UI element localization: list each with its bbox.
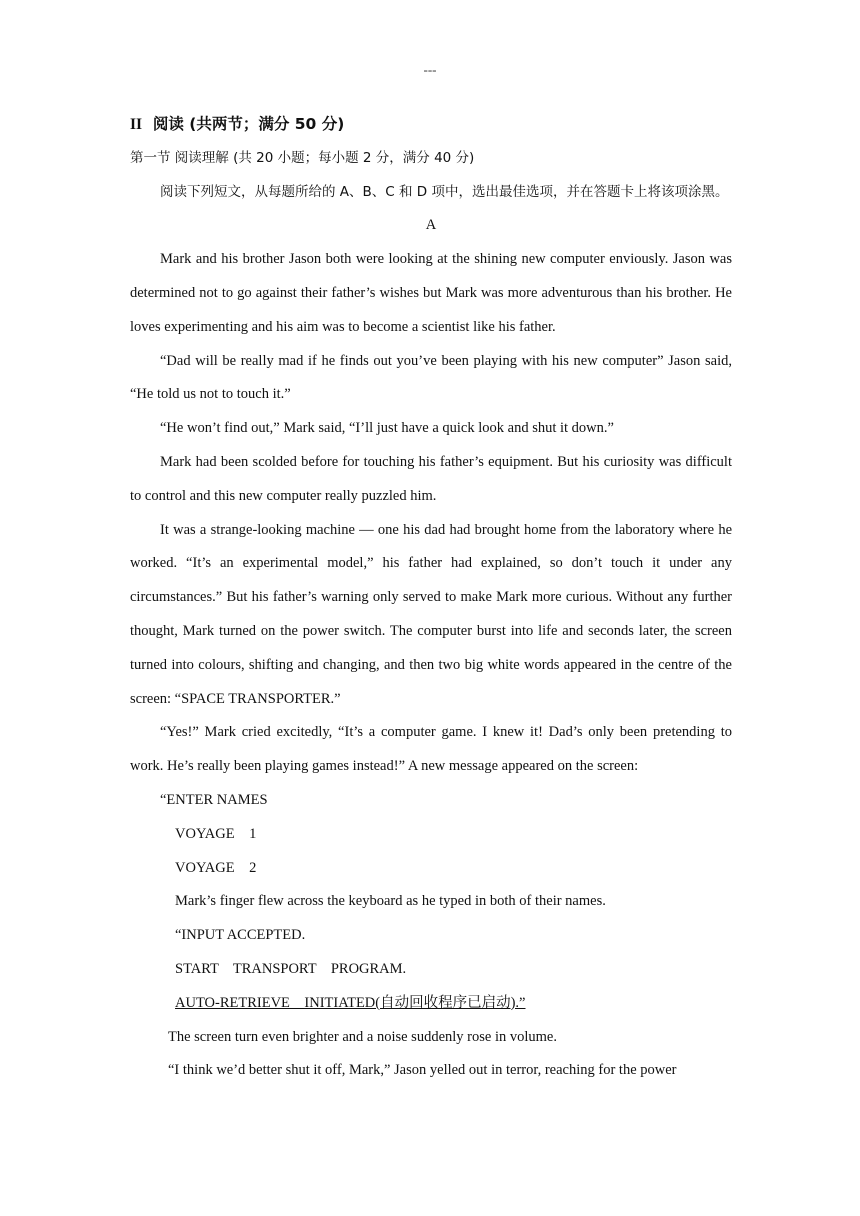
paragraph-8: “I think we’d better shut it off, Mark,” Jason yelled out in terror, reaching for the power	[168, 1062, 677, 1079]
voyage-1: VOYAGE 1	[175, 825, 257, 842]
passage-label: A	[425, 217, 437, 234]
header-mark: ---	[423, 62, 437, 77]
paragraph-3: “He won’t find out,” Mark said, “I’ll just have a quick look and shut it down.”	[160, 420, 614, 437]
section-title-text: 阅读 (共两节；满分 50 分)	[152, 115, 345, 133]
paragraph-6: “Yes!” Mark cried excitedly, “It’s a computer game. I knew it! Dad’s only been pretending to work. He’s really been playing games instead!” A new message appeared on the screen:	[130, 724, 732, 775]
instruction: 阅读下列短文，从每题所给的 A、B、C 和 D 项中，选出最佳选项，并在答题卡上将该项涂黑。	[160, 183, 729, 200]
screen-enter-names: “ENTER NAMES	[160, 791, 268, 808]
paragraph-2: “Dad will be really mad if he finds out you’ve been playing with his new computer” Jason said, “He told us not to touch it.”	[130, 352, 732, 403]
document-content	[130, 108, 732, 1088]
screen-start-transport: START TRANSPORT PROGRAM.	[175, 960, 407, 977]
paragraph-1: Mark and his brother Jason both were looking at the shining new computer enviously. Jason was determined not to go against their father’s wishes but Mark was more adventurous than his brother. He loves experimenting and his aim was to become a scientist like his father.	[130, 251, 732, 335]
paragraph-7: The screen turn even brighter and a noise suddenly rose in volume.	[168, 1028, 557, 1045]
part-title: 第一节 阅读理解 (共 20 小题；每小题 2 分，满分 40 分)	[130, 149, 475, 166]
paragraph-5: It was a strange-looking machine — one his dad had brought home from the laboratory where he worked. “It’s an experimental model,” his father had explained, so don’t touch it under any circumstances.” But his father’s warning only served to make Mark more curious. Without any further thought, Mark turned on the power switch. The computer burst into life and seconds later, the screen turned into colours, shifting and changing, and then two big white words appeared in the centre of the screen: “SPACE TRANSPORTER.”	[130, 521, 732, 707]
voyage-2: VOYAGE 2	[175, 859, 257, 876]
paragraph-4: Mark had been scolded before for touching his father’s equipment. But his curiosity was difficult to control and this new computer really puzzled him.	[130, 453, 732, 504]
screen-auto-retrieve: AUTO-RETRIEVE INITIATED(自动回收程序已启动).”	[175, 994, 526, 1011]
section-title	[130, 108, 732, 142]
typed-names: Mark’s finger flew across the keyboard as he typed in both of their names.	[175, 893, 606, 910]
screen-input-accepted: “INPUT ACCEPTED.	[175, 927, 306, 944]
section-number: II	[130, 116, 143, 133]
